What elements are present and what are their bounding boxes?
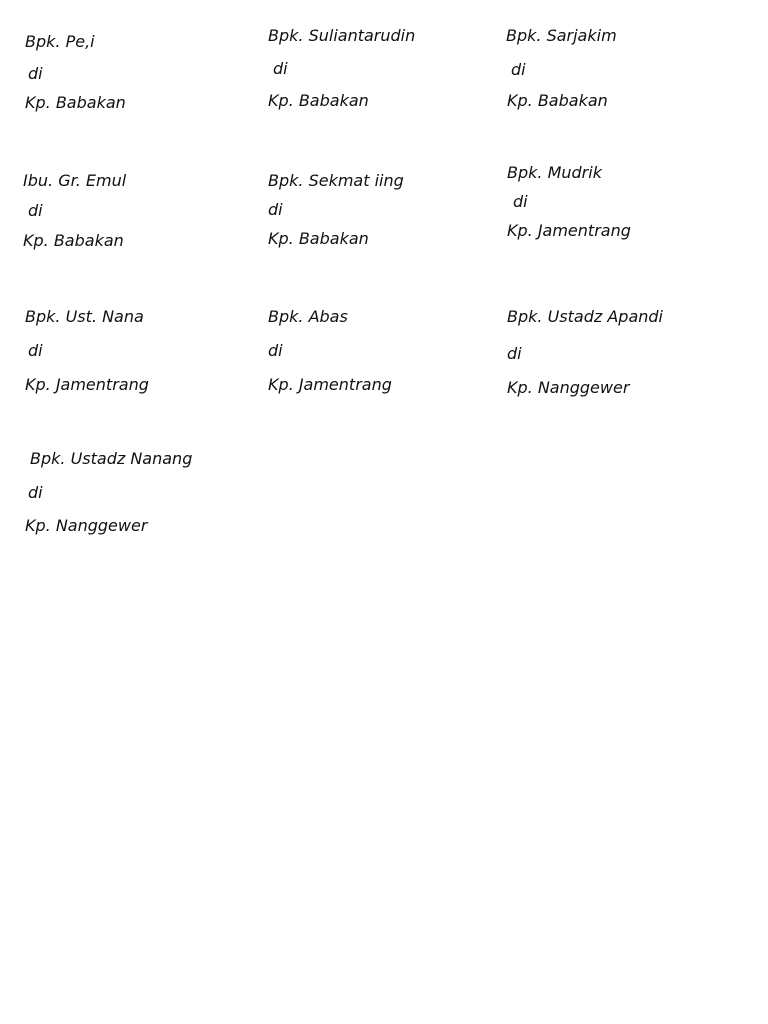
recipient-preposition: di bbox=[28, 64, 43, 83]
recipient-preposition: di bbox=[28, 483, 43, 502]
recipient-place: Kp. Nanggewer bbox=[507, 378, 630, 397]
recipient-place: Kp. Babakan bbox=[268, 229, 369, 248]
recipient-preposition: di bbox=[273, 59, 288, 78]
recipient-place: Kp. Babakan bbox=[25, 93, 126, 112]
recipient-name: Bpk. Sarjakim bbox=[506, 26, 617, 45]
recipient-place: Kp. Nanggewer bbox=[25, 516, 148, 535]
recipient-place: Kp. Jamentrang bbox=[268, 375, 392, 394]
recipient-name: Bpk. Pe,i bbox=[25, 32, 95, 51]
recipient-place: Kp. Jamentrang bbox=[507, 221, 631, 240]
recipient-place: Kp. Jamentrang bbox=[25, 375, 149, 394]
recipient-preposition: di bbox=[28, 201, 43, 220]
recipient-preposition: di bbox=[268, 200, 283, 219]
recipient-place: Kp. Babakan bbox=[23, 231, 124, 250]
recipient-preposition: di bbox=[511, 60, 526, 79]
recipient-name: Ibu. Gr. Emul bbox=[23, 171, 127, 190]
recipient-preposition: di bbox=[507, 344, 522, 363]
recipient-preposition: di bbox=[513, 192, 528, 211]
recipient-name: Bpk. Ustadz Nanang bbox=[30, 449, 193, 468]
recipient-name: Bpk. Abas bbox=[268, 307, 348, 326]
recipient-place: Kp. Babakan bbox=[268, 91, 369, 110]
recipient-name: Bpk. Suliantarudin bbox=[268, 26, 416, 45]
recipient-place: Kp. Babakan bbox=[507, 91, 608, 110]
recipient-name: Bpk. Ustadz Apandi bbox=[507, 307, 663, 326]
recipient-preposition: di bbox=[268, 341, 283, 360]
recipient-preposition: di bbox=[28, 341, 43, 360]
recipient-name: Bpk. Mudrik bbox=[507, 163, 602, 182]
recipient-name: Bpk. Sekmat iing bbox=[268, 171, 404, 190]
recipient-name: Bpk. Ust. Nana bbox=[25, 307, 144, 326]
